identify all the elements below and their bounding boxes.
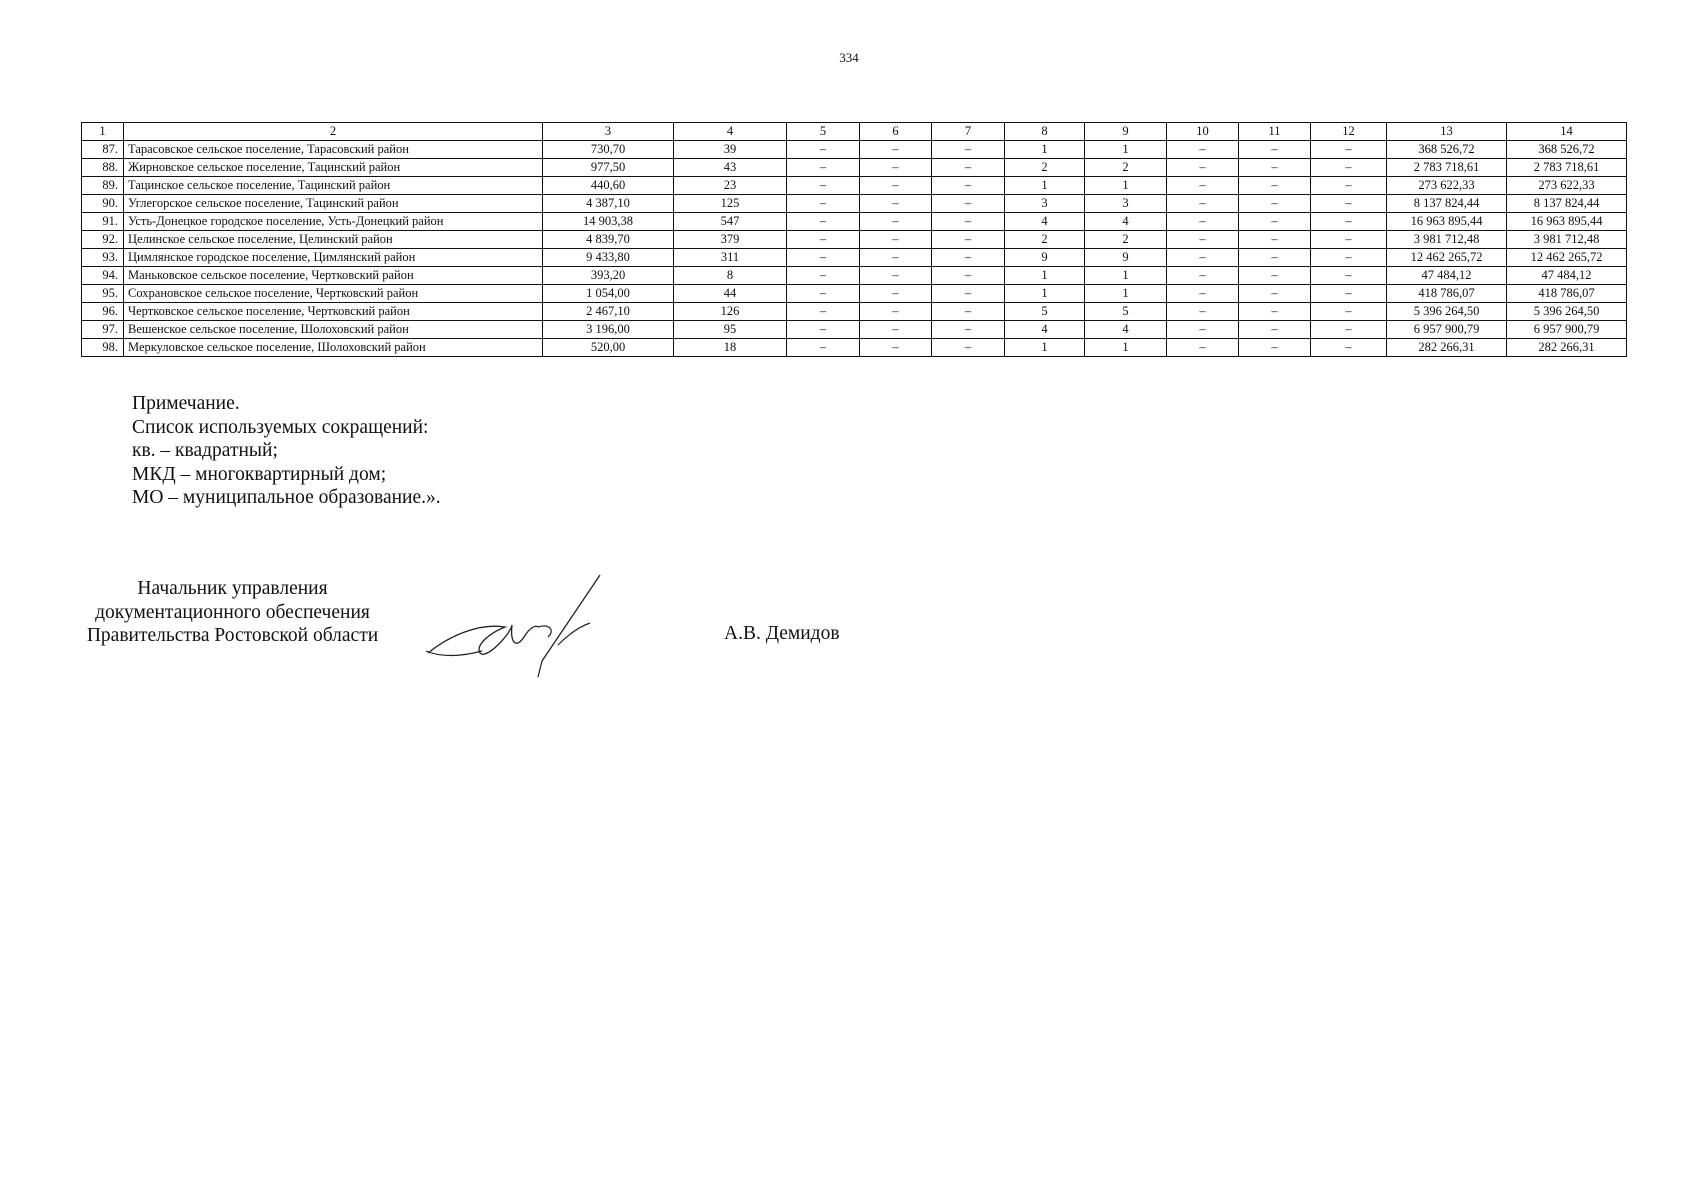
value-cell: 8 [674,267,787,285]
position-line: Правительства Ростовской области [86,625,379,646]
value-cell: 43 [674,159,787,177]
value-cell: 977,50 [543,159,674,177]
value-cell: – [787,177,860,195]
value-cell: – [1167,159,1239,177]
value-cell: 2 [1005,231,1085,249]
value-cell: – [1167,141,1239,159]
table-row [82,177,1627,195]
page-number: 334 [839,50,859,65]
value-cell: – [1167,195,1239,213]
value-cell: – [1311,231,1387,249]
value-cell: 1 [1085,177,1167,195]
value-cell: – [1167,231,1239,249]
value-cell: – [787,231,860,249]
row-number-cell: 88. [82,159,124,177]
value-cell: – [1239,249,1311,267]
value-cell: 1 [1005,141,1085,159]
value-cell: 12 462 265,72 [1507,249,1627,267]
table-row [82,285,1627,303]
municipality-name-cell: Жирновское сельское поселение, Тацинский район [124,159,543,177]
value-cell: – [1311,339,1387,357]
value-cell: – [1311,249,1387,267]
value-cell: 18 [674,339,787,357]
value-cell: – [932,159,1005,177]
municipality-name-cell: Меркуловское сельское поселение, Шолоховский район [124,339,543,357]
column-header: 8 [1005,123,1085,141]
municipality-name-cell: Цимлянское городское поселение, Цимлянский район [124,249,543,267]
value-cell: 4 [1005,321,1085,339]
value-cell: 3 981 712,48 [1507,231,1627,249]
row-number-cell: 89. [82,177,124,195]
table-row [82,231,1627,249]
value-cell: – [932,177,1005,195]
value-cell: 4 [1085,321,1167,339]
value-cell: 126 [674,303,787,321]
table-row [82,267,1627,285]
value-cell: – [1311,177,1387,195]
column-header: 1 [82,123,124,141]
value-cell: 5 [1005,303,1085,321]
value-cell: 2 467,10 [543,303,674,321]
value-cell: 368 526,72 [1507,141,1627,159]
note-intro: Список используемых сокращений: [132,416,429,438]
row-number-cell: 87. [82,141,124,159]
value-cell: 14 903,38 [543,213,674,231]
value-cell: 8 137 824,44 [1507,195,1627,213]
value-cell: 12 462 265,72 [1387,249,1507,267]
value-cell: – [860,195,932,213]
municipality-name-cell: Чертковское сельское поселение, Чертковский район [124,303,543,321]
row-number-cell: 93. [82,249,124,267]
signer-name: А.В. Демидов [724,623,840,644]
value-cell: 3 [1085,195,1167,213]
note-item: МКД – многоквартирный дом; [132,463,387,485]
column-header: 3 [543,123,674,141]
value-cell: 44 [674,285,787,303]
value-cell: – [860,339,932,357]
value-cell: 5 [1085,303,1167,321]
value-cell: – [932,321,1005,339]
value-cell: 730,70 [543,141,674,159]
table-body [82,141,1627,357]
column-header: 12 [1311,123,1387,141]
value-cell: – [1167,249,1239,267]
value-cell: – [860,285,932,303]
value-cell: – [932,267,1005,285]
value-cell: – [1239,321,1311,339]
value-cell: – [1239,285,1311,303]
value-cell: – [1311,159,1387,177]
value-cell: 1 [1085,141,1167,159]
value-cell: 16 963 895,44 [1387,213,1507,231]
value-cell: – [1311,303,1387,321]
value-cell: 6 957 900,79 [1507,321,1627,339]
value-cell: 2 [1085,159,1167,177]
value-cell: 1 [1085,267,1167,285]
value-cell: 5 396 264,50 [1387,303,1507,321]
table-row [82,249,1627,267]
value-cell: – [787,339,860,357]
value-cell: – [860,267,932,285]
value-cell: 125 [674,195,787,213]
value-cell: 8 137 824,44 [1387,195,1507,213]
value-cell: 47 484,12 [1387,267,1507,285]
value-cell: 5 396 264,50 [1507,303,1627,321]
table-row [82,159,1627,177]
value-cell: – [1311,267,1387,285]
value-cell: 3 [1005,195,1085,213]
value-cell: 1 [1005,177,1085,195]
value-cell: – [787,285,860,303]
row-number-cell: 91. [82,213,124,231]
value-cell: 440,60 [543,177,674,195]
value-cell: – [860,141,932,159]
value-cell: – [860,303,932,321]
note-block [132,392,441,510]
value-cell: – [1239,231,1311,249]
value-cell: – [860,213,932,231]
column-header: 9 [1085,123,1167,141]
value-cell: – [1167,213,1239,231]
value-cell: 16 963 895,44 [1507,213,1627,231]
value-cell: – [787,159,860,177]
value-cell: 1 [1085,339,1167,357]
row-number-cell: 97. [82,321,124,339]
column-header: 14 [1507,123,1627,141]
value-cell: – [1167,303,1239,321]
value-cell: 1 054,00 [543,285,674,303]
value-cell: – [932,231,1005,249]
value-cell: – [1167,267,1239,285]
value-cell: 520,00 [543,339,674,357]
value-cell: – [932,249,1005,267]
value-cell: 418 786,07 [1507,285,1627,303]
column-header: 7 [932,123,1005,141]
value-cell: 2 783 718,61 [1387,159,1507,177]
value-cell: 9 433,80 [543,249,674,267]
column-header: 10 [1167,123,1239,141]
column-header: 11 [1239,123,1311,141]
value-cell: 418 786,07 [1387,285,1507,303]
value-cell: 2 783 718,61 [1507,159,1627,177]
value-cell: 6 957 900,79 [1387,321,1507,339]
row-number-cell: 95. [82,285,124,303]
column-header: 2 [124,123,543,141]
table-row [82,195,1627,213]
column-header: 5 [787,123,860,141]
value-cell: – [1167,285,1239,303]
value-cell: 9 [1085,249,1167,267]
table-row [82,321,1627,339]
municipality-name-cell: Вешенское сельское поселение, Шолоховский район [124,321,543,339]
handwritten-signature [420,565,610,685]
value-cell: – [787,267,860,285]
value-cell: – [1311,321,1387,339]
row-number-cell: 90. [82,195,124,213]
value-cell: 1 [1005,285,1085,303]
note-item: кв. – квадратный; [132,440,278,461]
value-cell: – [1311,195,1387,213]
row-number-cell: 92. [82,231,124,249]
note-title: Примечание. [132,393,240,414]
municipality-name-cell: Тацинское сельское поселение, Тацинский район [124,177,543,195]
value-cell: 368 526,72 [1387,141,1507,159]
value-cell: – [787,249,860,267]
value-cell: 282 266,31 [1507,339,1627,357]
position-line: Начальник управления [137,578,328,599]
value-cell: 547 [674,213,787,231]
table-row [82,213,1627,231]
value-cell: – [860,249,932,267]
value-cell: – [860,159,932,177]
value-cell: – [932,195,1005,213]
value-cell: 282 266,31 [1387,339,1507,357]
data-table [81,122,1627,357]
row-number-cell: 96. [82,303,124,321]
value-cell: 23 [674,177,787,195]
value-cell: – [1167,321,1239,339]
value-cell: 311 [674,249,787,267]
value-cell: – [1167,339,1239,357]
value-cell: 2 [1085,231,1167,249]
column-header: 13 [1387,123,1507,141]
value-cell: 4 [1005,213,1085,231]
signer-position [60,577,405,648]
value-cell: – [1239,195,1311,213]
row-number-cell: 98. [82,339,124,357]
value-cell: – [860,231,932,249]
municipality-name-cell: Тарасовское сельское поселение, Тарасовский район [124,141,543,159]
value-cell: 2 [1005,159,1085,177]
value-cell: – [1239,159,1311,177]
row-number-cell: 94. [82,267,124,285]
table-row [82,303,1627,321]
value-cell: 4 [1085,213,1167,231]
value-cell: – [787,195,860,213]
value-cell: 273 622,33 [1507,177,1627,195]
municipality-name-cell: Маньковское сельское поселение, Чертковский район [124,267,543,285]
municipality-name-cell: Целинское сельское поселение, Целинский район [124,231,543,249]
value-cell: – [860,321,932,339]
table-row [82,339,1627,357]
table-row [82,141,1627,159]
value-cell: – [1239,141,1311,159]
value-cell: 393,20 [543,267,674,285]
value-cell: – [860,177,932,195]
value-cell: – [932,339,1005,357]
municipality-name-cell: Углегорское сельское поселение, Тацинский район [124,195,543,213]
value-cell: 4 839,70 [543,231,674,249]
value-cell: 1 [1005,267,1085,285]
value-cell: – [787,303,860,321]
value-cell: – [1311,285,1387,303]
value-cell: – [932,285,1005,303]
value-cell: – [1239,339,1311,357]
value-cell: 39 [674,141,787,159]
value-cell: 1 [1005,339,1085,357]
value-cell: – [1239,267,1311,285]
value-cell: – [1311,141,1387,159]
municipality-name-cell: Сохрановское сельское поселение, Чертковский район [124,285,543,303]
value-cell: 1 [1085,285,1167,303]
value-cell: – [1167,177,1239,195]
value-cell: – [932,303,1005,321]
value-cell: 3 196,00 [543,321,674,339]
value-cell: 47 484,12 [1507,267,1627,285]
value-cell: – [1239,303,1311,321]
value-cell: – [1239,177,1311,195]
value-cell: – [1239,213,1311,231]
column-header: 6 [860,123,932,141]
value-cell: – [787,213,860,231]
value-cell: 4 387,10 [543,195,674,213]
municipality-name-cell: Усть-Донецкое городское поселение, Усть-Донецкий район [124,213,543,231]
table-header-row [82,123,1627,141]
value-cell: 3 981 712,48 [1387,231,1507,249]
value-cell: – [787,141,860,159]
value-cell: – [1311,213,1387,231]
value-cell: 9 [1005,249,1085,267]
column-header: 4 [674,123,787,141]
position-line: документационного обеспечения [95,601,370,623]
value-cell: 273 622,33 [1387,177,1507,195]
value-cell: 95 [674,321,787,339]
value-cell: 379 [674,231,787,249]
value-cell: – [787,321,860,339]
note-item: МО – муниципальное образование.». [132,487,441,508]
value-cell: – [932,213,1005,231]
value-cell: – [932,141,1005,159]
